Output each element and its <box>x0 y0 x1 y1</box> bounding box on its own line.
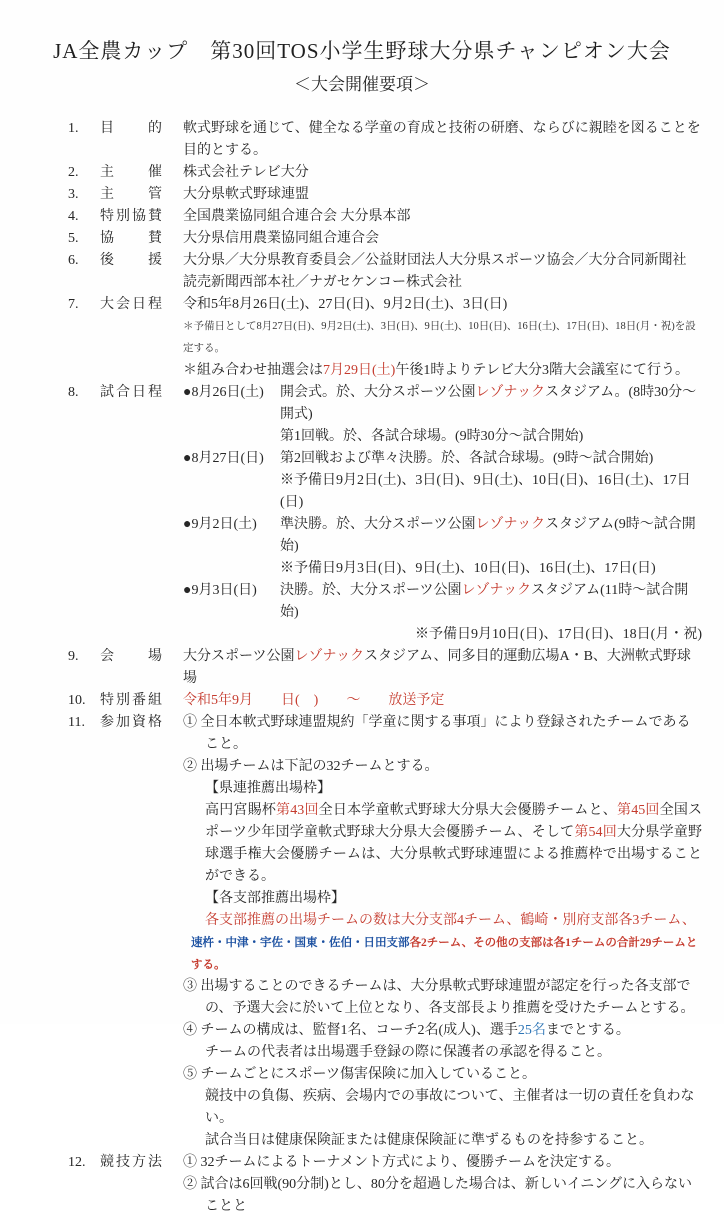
schedule-date-spacer-3 <box>183 624 280 646</box>
schedule-date-0: ●8月26日(土) <box>183 385 264 400</box>
item-competition-rules-number: 12. <box>68 1155 86 1170</box>
sched-3-seg-red: レゾナック <box>461 583 532 598</box>
item-game-schedule <box>0 382 724 646</box>
item-management-number: 3. <box>68 187 79 202</box>
schedule-text-1a <box>280 448 702 470</box>
pref-seg-2: 全日本学童軟式野球大分県大会優勝チームと、 <box>318 803 617 818</box>
tournament-draw-note <box>183 360 702 382</box>
item-management-content: 大分県軟式野球連盟 <box>183 187 309 202</box>
schedule-text-0b: 第1回戦。於、各試合球場。(9時30分～試合開始) <box>280 429 584 444</box>
venue-seg-red: レゾナック <box>294 649 365 664</box>
sched-0-seg-2: スタジアム。(8時30分～開式) <box>280 385 697 422</box>
sched-1-seg-0: 第2回戦および準々決勝。於、各試合球場。(9時～試合開始) <box>280 451 654 466</box>
item-eligibility-label: 参加資格 <box>100 715 162 730</box>
eligibility-clause-5c: 試合当日は健康保険証または健康保険証に準ずるものを持参すること。 <box>205 1133 653 1148</box>
item-game-schedule-content <box>183 382 702 646</box>
item-competition-rules-label: 競技方法 <box>100 1155 162 1170</box>
item-tv-program-number: 10. <box>68 693 86 708</box>
item-venue-label: 会場 <box>100 649 162 664</box>
item-sponsor-label: 協賛 <box>100 231 162 246</box>
schedule-date-spacer-0 <box>183 426 280 448</box>
tournament-dates-main: 令和5年8月26日(土)、27日(日)、9月2日(土)、3日(日) <box>183 297 508 312</box>
item-purpose-number: 1. <box>68 121 79 136</box>
pref-seg-0: 高円宮賜杯 <box>205 803 277 818</box>
pref-seg-6: 大分県学童野球選手権大会優勝チームは、大分県軟式野球連盟による推薦枠で出場することができる。 <box>205 825 703 884</box>
support-line-1: 大分県／大分県教育委員会／公益財団法人大分県スポーツ協会／大分合同新聞社 <box>183 253 687 268</box>
schedule-date-2: ●9月2日(土) <box>183 517 257 532</box>
item-sponsor <box>0 228 724 250</box>
item-management <box>0 184 724 206</box>
sched-0-seg-0: 開会式。於、大分スポーツ公園 <box>280 385 476 400</box>
branch-slot-heading: 【各支部推薦出場枠】 <box>205 891 345 906</box>
venue-seg-0: 大分スポーツ公園 <box>183 649 295 664</box>
item-management-label: 主管 <box>100 187 162 202</box>
branch-slot-line-1: 各支部推薦の出場チームの数は大分支部4チーム、鶴崎・別府支部各3チーム、 <box>205 913 696 928</box>
item-game-schedule-label: 試合日程 <box>100 385 162 400</box>
item-special-sponsor-label: 特別協賛 <box>100 209 162 224</box>
branch-names-blue: 速杵・中津・宇佐・国東・佐伯・日田支部 <box>191 937 410 949</box>
clause-4-seg-2: までとする。 <box>545 1023 630 1038</box>
schedule-date-spacer-2 <box>183 558 280 580</box>
sched-3-seg-0: 決勝。於、大分スポーツ公園 <box>280 583 462 598</box>
pref-seg-red-3: 第54回 <box>574 825 617 840</box>
eligibility-clause-3: ③ 出場することのできるチームは、大分県軟式野球連盟が認定を行った各支部での、予選大会に於いて上位となり、各支部長より推薦を受けたチームとする。 <box>183 979 695 1016</box>
rules-clause-1: ① 32チームによるトーナメント方式により、優勝チームを決定する。 <box>183 1155 620 1170</box>
clause-4-players-count: 25名 <box>517 1023 546 1038</box>
item-venue-content <box>183 646 702 690</box>
item-tournament-dates-label: 大会日程 <box>100 297 162 312</box>
item-eligibility-number: 11. <box>68 715 85 730</box>
item-purpose-label: 目的 <box>100 121 162 136</box>
item-tv-program-label: 特別番組 <box>100 693 162 708</box>
tournament-dates-reserve-note: ＊予備日として8月27日(日)、9月2日(土)、3日(日)、9日(土)、10日(日)、16日(土)、17日(日)、18日(月・祝)を設定する。 <box>183 321 696 354</box>
document-title: JA全農カップ 第30回TOS小学生野球大分県チャンピオン大会 <box>53 39 671 63</box>
schedule-text-3a <box>280 580 702 624</box>
item-eligibility-content <box>183 712 702 1152</box>
item-eligibility <box>0 712 724 1152</box>
sched-2-seg-0: 準決勝。於、大分スポーツ公園 <box>280 517 476 532</box>
item-special-sponsor-number: 4. <box>68 209 79 224</box>
draw-note-date: 7月29日(土) <box>323 363 396 378</box>
schedule-text-3b: ※予備日9月10日(日)、17日(日)、18日(月・祝) <box>415 627 702 642</box>
branch-slot-line-2 <box>191 932 702 976</box>
draw-note-text: ＊組み合わせ抽選会は <box>183 363 323 378</box>
item-support-content <box>183 250 702 294</box>
prefecture-slot-paragraph <box>205 800 702 888</box>
item-tournament-dates <box>0 294 724 382</box>
sched-2-seg-2: スタジアム(9時～試合開始) <box>280 517 696 554</box>
item-support-label: 後援 <box>100 253 162 268</box>
item-competition-rules-content <box>183 1152 702 1218</box>
pref-seg-red-1: 第43回 <box>276 803 319 818</box>
item-purpose-content: 軟式野球を通じて、健全なる学童の育成と技術の研磨、ならびに親睦を図ることを目的とする。 <box>183 121 701 158</box>
item-tournament-dates-number: 7. <box>68 297 79 312</box>
schedule-date-3: ●9月3日(日) <box>183 583 257 598</box>
eligibility-clause-1: ① 全日本軟式野球連盟規約「学童に関する事項」により登録されたチームであること。 <box>183 715 691 752</box>
outline-list <box>0 118 724 1218</box>
rules-clause-2: ② 試合は6回戦(90分制)とし、80分を超過した場合は、新しいイニングに入らないことと <box>183 1177 692 1214</box>
sched-2-seg-red: レゾナック <box>475 517 546 532</box>
schedule-text-1b: ※予備日9月2日(土)、3日(日)、9日(土)、10日(日)、16日(土)、17日(日) <box>280 473 691 510</box>
item-organizer-label: 主催 <box>100 165 162 180</box>
eligibility-clause-4b: チームの代表者は出場選手登録の際に保護者の承認を得ること。 <box>205 1045 611 1060</box>
item-tournament-dates-content <box>183 294 702 382</box>
item-special-sponsor <box>0 206 724 228</box>
eligibility-clause-5b: 競技中の負傷、疾病、会場内での事故について、主催者は一切の責任を負わない。 <box>205 1089 695 1126</box>
pref-seg-4: 全国スポーツ少年団学童軟式野球大分県大会優勝チーム、そして <box>205 803 703 840</box>
item-support-number: 6. <box>68 253 79 268</box>
document-subtitle: ＜大会開催要項＞ <box>294 75 430 94</box>
eligibility-clause-4 <box>183 1020 702 1042</box>
schedule-text-0a <box>280 382 702 426</box>
prefecture-slot-heading: 【県連推薦出場枠】 <box>205 781 331 796</box>
eligibility-clause-2: ② 出場チームは下記の32チームとする。 <box>183 759 439 774</box>
item-tv-program <box>0 690 724 712</box>
support-line-2: 読売新聞西部本社／ナガセケンコー株式会社 <box>183 275 463 290</box>
item-organizer-content: 株式会社テレビ大分 <box>183 165 309 180</box>
item-organizer-number: 2. <box>68 165 79 180</box>
item-venue <box>0 646 724 690</box>
sched-3-seg-2: スタジアム(11時～試合開始) <box>280 583 689 620</box>
item-sponsor-content: 大分県信用農業協同組合連合会 <box>183 231 379 246</box>
schedule-text-2a <box>280 514 702 558</box>
item-sponsor-number: 5. <box>68 231 79 246</box>
schedule-grid <box>183 382 702 646</box>
draw-note-text-2: 午後1時よりテレビ大分3階大会議室にて行う。 <box>395 363 690 378</box>
item-organizer <box>0 162 724 184</box>
schedule-text-2b: ※予備日9月3日(日)、9日(土)、10日(日)、16日(土)、17日(日) <box>280 561 656 576</box>
clause-4-seg-0: ④ チームの構成は、監督1名、コーチ2名(成人)、選手 <box>183 1023 518 1038</box>
eligibility-clause-5: ⑤ チームごとにスポーツ傷害保険に加入していること。 <box>183 1067 536 1082</box>
schedule-date-spacer-1 <box>183 470 280 514</box>
item-game-schedule-number: 8. <box>68 385 79 400</box>
item-venue-number: 9. <box>68 649 79 664</box>
item-support <box>0 250 724 294</box>
schedule-date-1: ●8月27日(日) <box>183 451 264 466</box>
item-special-sponsor-content: 全国農業協同組合連合会 大分県本部 <box>183 209 411 224</box>
pref-seg-red-2: 第45回 <box>616 803 660 818</box>
eligibility-detail-block <box>191 778 703 976</box>
item-tv-program-content: 令和5年9月 日( ) ～ 放送予定 <box>183 693 445 708</box>
item-competition-rules <box>0 1152 724 1218</box>
sched-0-seg-red: レゾナック <box>475 385 546 400</box>
venue-seg-2: スタジアム、同多目的運動広場A・B、大洲軟式野球場 <box>183 649 691 686</box>
branch-counts-red: 各2チーム、その他の支部は各1チームの合計29チームとする。 <box>191 937 698 971</box>
item-purpose <box>0 118 724 162</box>
